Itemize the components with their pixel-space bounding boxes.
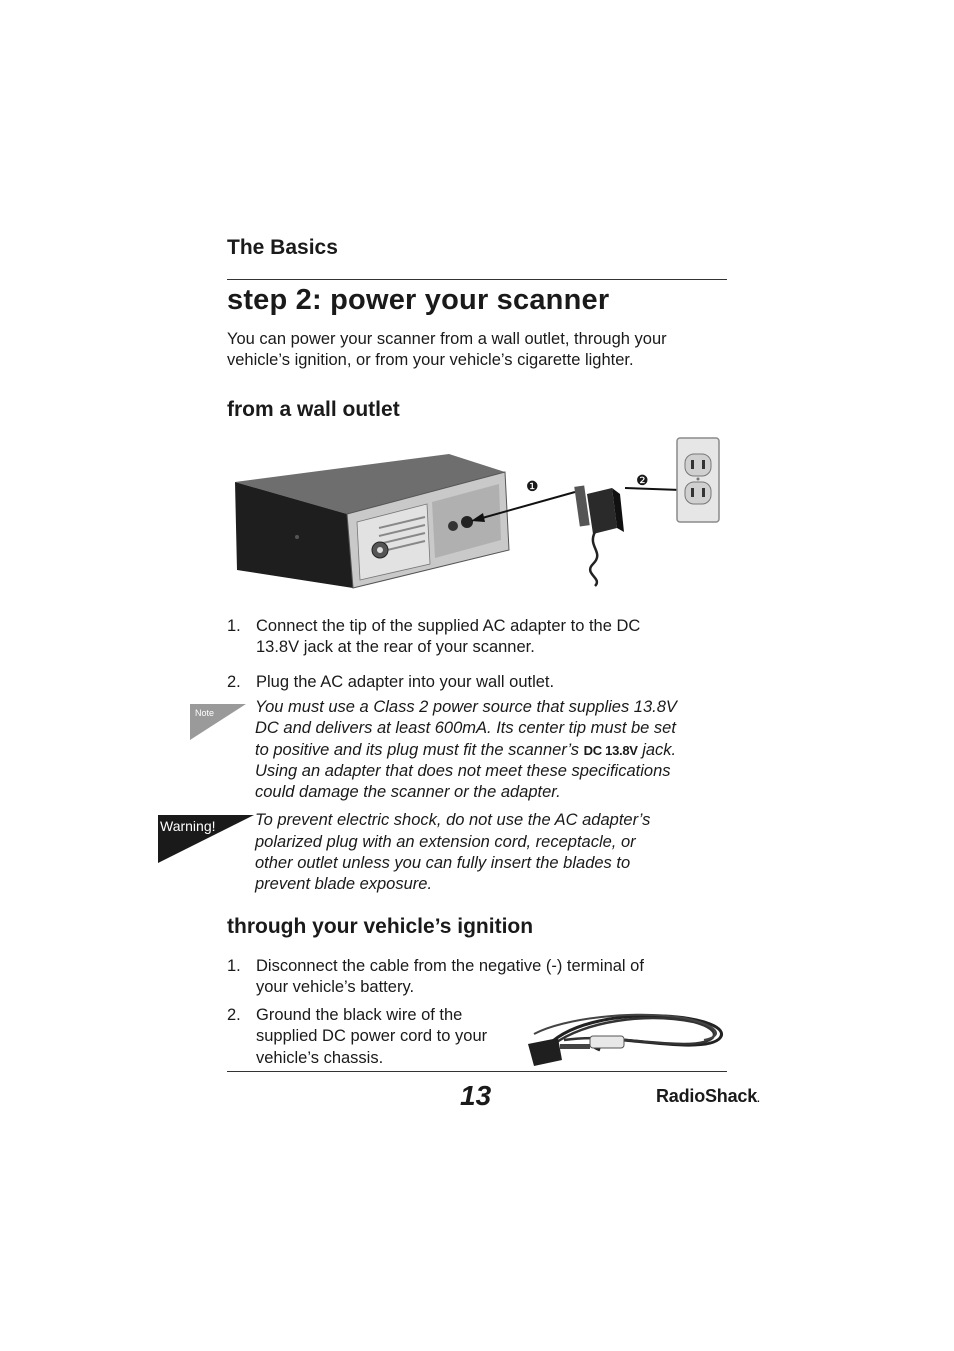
- intro-line-2: vehicle’s ignition, or from your vehicle’s cigarette lighter.: [227, 351, 634, 369]
- page-number: 13: [460, 1080, 492, 1111]
- warning-line-1: To prevent electric shock, do not use the AC adapter’s: [255, 811, 651, 829]
- lighter-plug: [528, 1038, 562, 1066]
- warning-line-4: prevent blade exposure.: [255, 875, 433, 893]
- page-title: step 2: power your scanner: [227, 284, 610, 316]
- callout-2: ❷: [636, 472, 649, 488]
- wall-step-1-number: 1.: [227, 617, 241, 635]
- ignition-step-1-number: 1.: [227, 957, 241, 975]
- callout-1: ❶: [526, 478, 539, 494]
- warning-label: Warning!: [160, 818, 216, 834]
- wall-step-2-number: 2.: [227, 673, 241, 691]
- ignition-step-2-line-3: vehicle’s chassis.: [256, 1049, 384, 1067]
- wall-step-1-line-1: Connect the tip of the supplied AC adapter to the DC: [256, 617, 641, 635]
- brand-dot: .: [757, 1094, 760, 1105]
- wall-step-2-line-1: Plug the AC adapter into your wall outlet.: [256, 673, 555, 691]
- wall-step-1-line-2: 13.8V jack at the rear of your scanner.: [256, 638, 535, 656]
- wall-outlet-illustration: [227, 432, 727, 592]
- warning-line-3: other outlet unless you can fully insert the blades to: [255, 854, 631, 872]
- arrow-to-outlet: [625, 488, 681, 490]
- intro-line-1: You can power your scanner from a wall outlet, through your: [227, 330, 667, 348]
- inline-fuse-holder: [590, 1036, 624, 1048]
- ignition-heading: through your vehicle’s ignition: [227, 915, 534, 938]
- dc-power-cord-illustration: [524, 1004, 728, 1070]
- note-line-3-post: jack.: [637, 741, 677, 759]
- section-label: The Basics: [227, 236, 338, 259]
- ac-adapter: [587, 488, 617, 534]
- note-line-4: Using an adapter that does not meet these specifications: [255, 762, 671, 780]
- ignition-step-2-number: 2.: [227, 1006, 241, 1024]
- wall-outlet-heading: from a wall outlet: [227, 398, 400, 421]
- ignition-step-1-line-1: Disconnect the cable from the negative (-) terminal of: [256, 957, 644, 975]
- brand-name: RadioShack: [656, 1086, 758, 1106]
- footer-rule: [227, 1071, 727, 1072]
- note-label: Note: [195, 708, 215, 718]
- ignition-step-2-line-2: supplied DC power cord to your: [256, 1027, 488, 1045]
- note-line-5: could damage the scanner or the adapter.: [255, 783, 561, 801]
- note-line-1: You must use a Class 2 power source that supplies 13.8V: [255, 698, 677, 716]
- note-line-2: DC and delivers at least 600mA. Its center tip must be set: [255, 719, 676, 737]
- warning-line-2: polarized plug with an extension cord, receptacle, or: [255, 833, 636, 851]
- note-line-3: [255, 740, 676, 761]
- ignition-step-1-line-2: your vehicle’s battery.: [256, 978, 415, 996]
- dc-jack-label: DC 13.8V: [583, 743, 638, 758]
- brand-logo: [656, 1086, 760, 1107]
- ignition-step-2-line-1: Ground the black wire of the: [256, 1006, 463, 1024]
- header-rule: [227, 279, 727, 280]
- note-line-3-pre: to positive and its plug must fit the scanner’s: [255, 741, 584, 759]
